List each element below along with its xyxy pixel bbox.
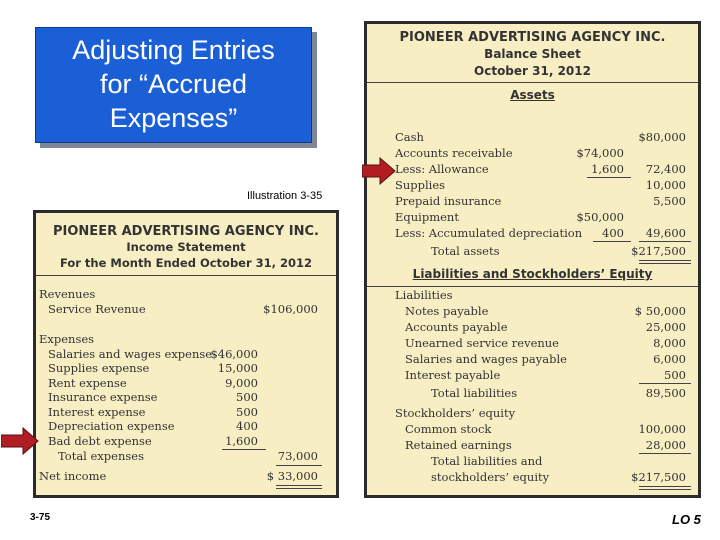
- asset-value: 49,600: [645, 226, 686, 240]
- liability-value: 500: [664, 368, 686, 382]
- slide-title-line: for “Accrued: [99, 69, 248, 99]
- equity-item-value: 100,000: [638, 422, 686, 436]
- liability-label: Unearned service revenue: [405, 336, 559, 350]
- expense-label: Rent expense: [48, 376, 127, 390]
- asset-value: 5,500: [653, 194, 686, 208]
- expense-value: 500: [236, 405, 258, 419]
- is-statement-name: Income Statement: [126, 240, 246, 254]
- asset-label: Supplies: [395, 178, 446, 192]
- equity-item-value: 28,000: [645, 438, 686, 452]
- illustration-label: Illustration 3-35: [247, 190, 323, 202]
- assets-label: Assets: [510, 88, 555, 102]
- asset-inner-value: $50,000: [576, 210, 624, 224]
- asset-inner-value: $74,000: [576, 146, 624, 160]
- asset-label: Accounts receivable: [395, 146, 513, 160]
- expense-value: 500: [236, 390, 258, 404]
- asset-inner-value: 400: [602, 226, 624, 240]
- expense-value: 400: [236, 419, 258, 433]
- asset-inner-value: 1,600: [591, 162, 624, 176]
- liability-label: Notes payable: [405, 304, 489, 318]
- expense-value: $46,000: [210, 347, 258, 361]
- liability-value: 25,000: [645, 320, 686, 334]
- expense-value: 9,000: [225, 376, 258, 390]
- service-revenue-value: $106,000: [263, 302, 318, 316]
- liabilities-label: Liabilities: [395, 288, 453, 302]
- liability-value: $ 50,000: [634, 304, 686, 318]
- liability-label: Accounts payable: [405, 320, 508, 334]
- liability-value: 8,000: [653, 336, 686, 350]
- asset-label: Cash: [395, 130, 424, 144]
- expense-value: 1,600: [225, 434, 258, 448]
- slide-title-line: Adjusting Entries: [72, 35, 275, 65]
- arrow-right-icon: [1, 426, 39, 456]
- expense-label: Interest expense: [48, 405, 146, 419]
- total-expenses-value: 73,000: [277, 449, 318, 463]
- total-assets-value: $217,500: [631, 244, 686, 258]
- bs-company: PIONEER ADVERTISING AGENCY INC.: [399, 30, 666, 45]
- total-liabilities-label: Total liabilities: [431, 386, 518, 400]
- total-assets-label: Total assets: [431, 244, 500, 258]
- bs-date: October 31, 2012: [474, 64, 591, 78]
- expense-label: Bad debt expense: [48, 434, 152, 448]
- asset-label: Prepaid insurance: [395, 194, 502, 208]
- slide-title-box: [35, 27, 312, 143]
- total-liabilities-value: 89,500: [645, 386, 686, 400]
- slide-title-line: Expenses”: [109, 103, 238, 133]
- liability-value: 6,000: [653, 352, 686, 366]
- asset-value: 10,000: [645, 178, 686, 192]
- liab-equity-label: Liabilities and Stockholders’ Equity: [412, 267, 653, 281]
- balance-sheet: [364, 21, 701, 498]
- asset-value: 72,400: [645, 162, 686, 176]
- equity-label: Stockholders’ equity: [395, 406, 516, 420]
- asset-label: Equipment: [395, 210, 459, 224]
- expense-label: Salaries and wages expense: [48, 347, 213, 361]
- net-income-value: $ 33,000: [266, 469, 318, 483]
- expense-label: Insurance expense: [48, 390, 158, 404]
- income-statement: [33, 210, 339, 498]
- total-le-label-2: stockholders’ equity: [431, 470, 550, 484]
- asset-value: $80,000: [638, 130, 686, 144]
- learning-objective-label: LO 5: [672, 512, 701, 527]
- total-le-label-1: Total liabilities and: [431, 454, 543, 468]
- bs-statement-name: Balance Sheet: [484, 47, 581, 61]
- equity-item-label: Retained earnings: [405, 438, 512, 452]
- service-revenue-label: Service Revenue: [48, 302, 146, 316]
- total-expenses-label: Total expenses: [58, 449, 144, 463]
- expense-label: Depreciation expense: [48, 419, 175, 433]
- asset-label: Less: Allowance: [395, 162, 489, 176]
- arrow-right-icon: [362, 156, 396, 186]
- slide-number: 3-75: [30, 512, 51, 523]
- is-period: For the Month Ended October 31, 2012: [59, 256, 313, 270]
- expense-label: Supplies expense: [48, 361, 150, 375]
- net-income-label: Net income: [39, 469, 107, 483]
- equity-item-label: Common stock: [405, 422, 492, 436]
- liability-label: Interest payable: [405, 368, 501, 382]
- total-le-value: $217,500: [631, 470, 686, 484]
- is-company: PIONEER ADVERTISING AGENCY INC.: [53, 224, 319, 239]
- expense-value: 15,000: [217, 361, 258, 375]
- liability-label: Salaries and wages payable: [405, 352, 567, 366]
- revenues-label: Revenues: [39, 287, 96, 301]
- expenses-label: Expenses: [39, 332, 95, 346]
- asset-label: Less: Accumulated depreciation: [395, 226, 583, 240]
